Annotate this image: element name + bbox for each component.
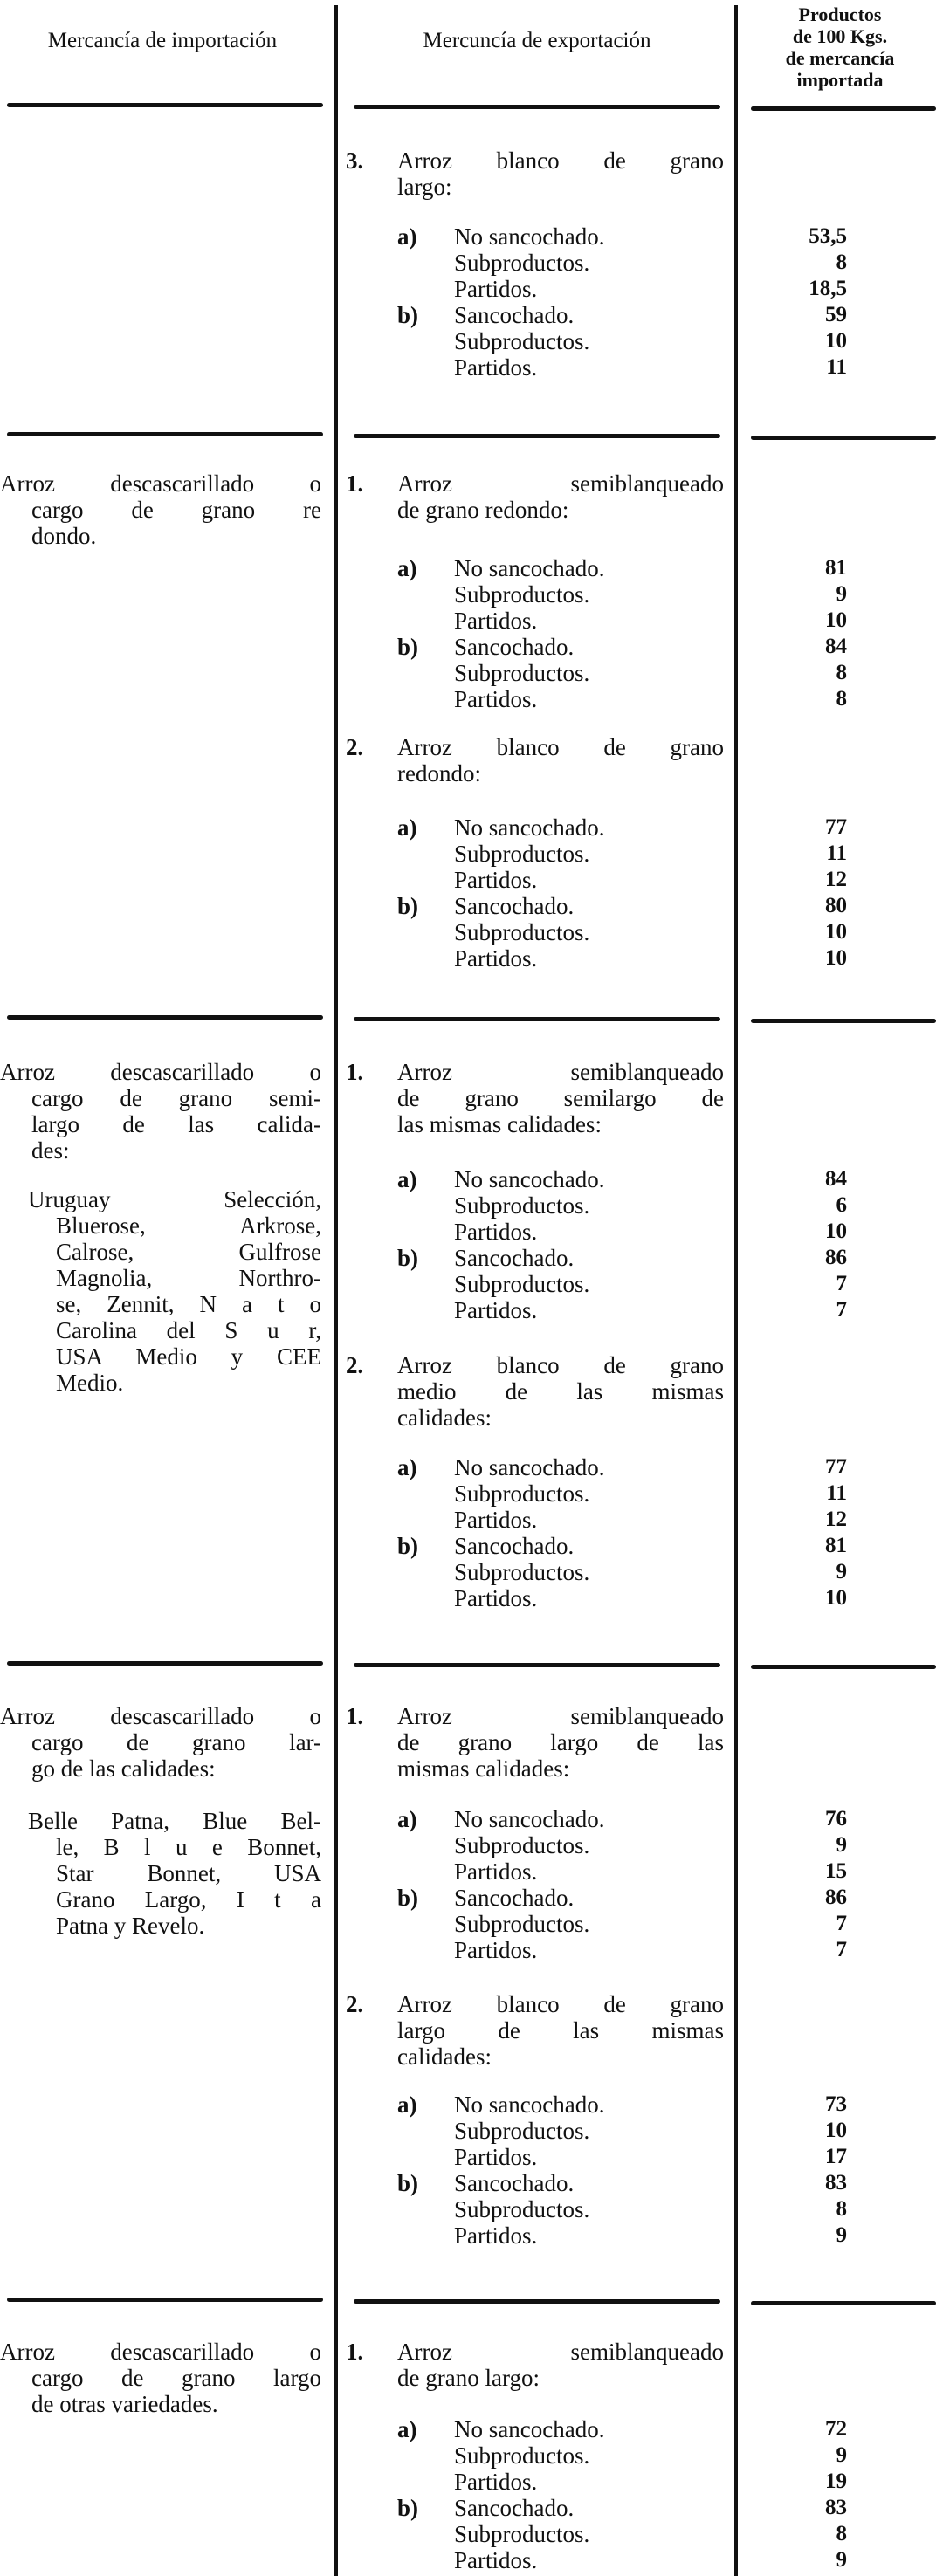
header-products-line: importada xyxy=(796,69,884,91)
section-rule-import xyxy=(7,2298,323,2302)
export-item-title-line: Arroz semiblanqueado xyxy=(397,471,724,497)
row-yield-value: 80 xyxy=(825,894,847,917)
variety-list-line: le, B l u e Bonnet, xyxy=(56,1834,321,1860)
row-yield-value: 59 xyxy=(825,303,847,326)
row-yield-value: 73 xyxy=(825,2092,847,2116)
row-product-name: Partidos. xyxy=(454,1507,538,1533)
row-product-name: Subproductos. xyxy=(454,2442,590,2469)
row-product-name: Sancochado. xyxy=(454,1885,575,1911)
row-yield-value: 72 xyxy=(825,2417,847,2441)
row-yield-value: 8 xyxy=(836,2522,847,2545)
row-product-name: Subproductos. xyxy=(454,841,590,867)
row-yield-value: 10 xyxy=(825,946,847,970)
row-product-name: Sancochado. xyxy=(454,634,575,660)
row-yield-value: 77 xyxy=(825,1455,847,1479)
header-export-column: Mercuncía de exportación xyxy=(423,29,651,52)
row-variant-label: b) xyxy=(397,2495,419,2521)
export-item-title-line: las mismas calidades: xyxy=(397,1111,602,1137)
row-product-name: Sancochado. xyxy=(454,1533,575,1559)
column-divider-import-export xyxy=(334,5,338,2576)
header-products-line: Productos xyxy=(798,3,882,25)
variety-list-line: Star Bonnet, USA xyxy=(56,1860,321,1886)
row-product-name: Partidos. xyxy=(454,2547,538,2573)
row-yield-value: 83 xyxy=(825,2171,847,2195)
export-item-number: 1. xyxy=(346,1059,364,1085)
row-product-name: Subproductos. xyxy=(454,919,590,945)
export-item-number: 2. xyxy=(346,1991,364,2017)
row-yield-value: 9 xyxy=(836,1833,847,1857)
row-product-name: No sancochado. xyxy=(454,2416,605,2442)
section-rule-import xyxy=(7,103,323,107)
row-variant-label: a) xyxy=(397,2416,417,2442)
export-item-title-line: redondo: xyxy=(397,760,481,787)
export-item-title-line: largo de las mismas xyxy=(397,2017,724,2044)
row-yield-value: 10 xyxy=(825,2119,847,2142)
row-yield-value: 12 xyxy=(825,1508,847,1531)
row-product-name: Partidos. xyxy=(454,1858,538,1885)
row-product-name: Partidos. xyxy=(454,867,538,893)
import-description-line: Arroz descascarillado o xyxy=(0,2339,321,2365)
row-variant-label: a) xyxy=(397,1806,417,1832)
export-item-title-line: calidades: xyxy=(397,2044,492,2070)
variety-list-line: Carolina del S u r, xyxy=(56,1317,321,1343)
row-variant-label: a) xyxy=(397,223,417,250)
section-rule-import xyxy=(7,432,323,436)
row-yield-value: 11 xyxy=(826,355,847,379)
variety-list-line: Belle Patna, Blue Bel- xyxy=(28,1808,321,1834)
import-description-line: Arroz descascarillado o xyxy=(0,1059,321,1085)
row-product-name: No sancochado. xyxy=(454,1166,605,1192)
section-rule-export xyxy=(354,1663,720,1667)
row-variant-label: a) xyxy=(397,2092,417,2118)
variety-list-line: se, Zennit, N a t o xyxy=(56,1291,321,1317)
row-product-name: Partidos. xyxy=(454,2222,538,2249)
export-item-number: 2. xyxy=(346,1352,364,1378)
section-rule-export xyxy=(354,105,720,109)
section-rule-products xyxy=(751,1665,936,1669)
export-item-title-line: Arroz blanco de grano xyxy=(397,734,724,760)
row-product-name: Subproductos. xyxy=(454,660,590,686)
row-yield-value: 9 xyxy=(836,2443,847,2467)
import-description-line: Arroz descascarillado o xyxy=(0,471,321,497)
export-item-title-line: de grano largo de las xyxy=(397,1729,724,1755)
export-item-title-line: Arroz blanco de grano xyxy=(397,148,724,174)
row-variant-label: b) xyxy=(397,1245,419,1271)
row-product-name: Subproductos. xyxy=(454,2118,590,2144)
row-product-name: Sancochado. xyxy=(454,2170,575,2196)
row-product-name: Partidos. xyxy=(454,2144,538,2170)
row-yield-value: 10 xyxy=(825,1219,847,1243)
export-item-title-line: de grano redondo: xyxy=(397,497,569,523)
export-item-number: 1. xyxy=(346,1703,364,1729)
export-item-title-line: Arroz blanco de grano xyxy=(397,1991,724,2017)
export-item-title-line: calidades: xyxy=(397,1405,492,1431)
row-variant-label: a) xyxy=(397,814,417,841)
section-rule-export xyxy=(354,1017,720,1021)
row-product-name: Partidos. xyxy=(454,354,538,381)
row-variant-label: a) xyxy=(397,1166,417,1192)
row-product-name: Sancochado. xyxy=(454,1245,575,1271)
row-yield-value: 7 xyxy=(836,1938,847,1961)
column-divider-export-products xyxy=(734,5,738,2576)
row-product-name: Subproductos. xyxy=(454,2196,590,2222)
import-description-line: Arroz descascarillado o xyxy=(0,1703,321,1729)
variety-list-line: Uruguay Selección, xyxy=(28,1186,321,1212)
row-yield-value: 83 xyxy=(825,2496,847,2519)
import-description-line: largo de las calida- xyxy=(31,1111,321,1137)
row-product-name: Subproductos. xyxy=(454,1559,590,1585)
row-yield-value: 84 xyxy=(825,635,847,658)
row-yield-value: 7 xyxy=(836,1912,847,1935)
row-product-name: Subproductos. xyxy=(454,1271,590,1297)
row-yield-value: 17 xyxy=(825,2145,847,2168)
row-yield-value: 81 xyxy=(825,556,847,580)
import-description-line: dondo. xyxy=(31,523,97,549)
export-item-title-line: Arroz semiblanqueado xyxy=(397,1059,724,1085)
import-description-line: cargo de grano re xyxy=(31,497,321,523)
section-rule-products xyxy=(751,106,936,111)
row-yield-value: 53,5 xyxy=(809,224,847,248)
row-product-name: No sancochado. xyxy=(454,555,605,581)
section-rule-export xyxy=(354,434,720,438)
variety-list-line: Magnolia, Northro- xyxy=(56,1265,321,1291)
row-product-name: No sancochado. xyxy=(454,223,605,250)
variety-list-line: Patna y Revelo. xyxy=(56,1913,205,1939)
row-yield-value: 6 xyxy=(836,1193,847,1217)
export-item-title-line: de grano semilargo de xyxy=(397,1085,724,1111)
export-item-title-line: de grano largo: xyxy=(397,2365,540,2391)
row-product-name: No sancochado. xyxy=(454,814,605,841)
row-yield-value: 10 xyxy=(825,608,847,632)
export-item-title-line: Arroz semiblanqueado xyxy=(397,2339,724,2365)
row-yield-value: 9 xyxy=(836,2548,847,2572)
row-yield-value: 11 xyxy=(826,841,847,865)
row-product-name: Partidos. xyxy=(454,945,538,972)
row-variant-label: b) xyxy=(397,1533,419,1559)
import-description-line: cargo de grano semi- xyxy=(31,1085,321,1111)
row-yield-value: 19 xyxy=(825,2470,847,2493)
import-description-line: des: xyxy=(31,1137,70,1164)
section-rule-import xyxy=(7,1015,323,1020)
row-yield-value: 9 xyxy=(836,1560,847,1583)
export-item-number: 2. xyxy=(346,734,364,760)
row-yield-value: 11 xyxy=(826,1481,847,1505)
row-product-name: Partidos. xyxy=(454,1937,538,1963)
row-product-name: Subproductos. xyxy=(454,581,590,608)
header-products-line: de 100 Kgs. xyxy=(792,25,888,47)
export-item-number: 1. xyxy=(346,471,364,497)
row-product-name: Subproductos. xyxy=(454,328,590,354)
variety-list-line: Calrose, Gulfrose xyxy=(56,1239,321,1265)
row-product-name: Partidos. xyxy=(454,1219,538,1245)
row-product-name: Subproductos. xyxy=(454,1480,590,1507)
import-description-line: cargo de grano largo xyxy=(31,2365,321,2391)
row-product-name: Sancochado. xyxy=(454,893,575,919)
variety-list-line: USA Medio y CEE xyxy=(56,1343,321,1370)
row-yield-value: 9 xyxy=(836,2223,847,2247)
row-product-name: Partidos. xyxy=(454,2469,538,2495)
row-product-name: Sancochado. xyxy=(454,302,575,328)
row-variant-label: b) xyxy=(397,893,419,919)
row-yield-value: 10 xyxy=(825,1586,847,1610)
row-product-name: Partidos. xyxy=(454,1297,538,1323)
export-item-title-line: largo: xyxy=(397,174,452,200)
export-item-title-line: Arroz semiblanqueado xyxy=(397,1703,724,1729)
row-product-name: Sancochado. xyxy=(454,2495,575,2521)
export-item-title-line: mismas calidades: xyxy=(397,1755,570,1782)
row-product-name: Subproductos. xyxy=(454,250,590,276)
row-yield-value: 12 xyxy=(825,868,847,891)
row-yield-value: 86 xyxy=(825,1246,847,1269)
variety-list-line: Bluerose, Arkrose, xyxy=(56,1212,321,1239)
row-yield-value: 8 xyxy=(836,2197,847,2221)
row-yield-value: 76 xyxy=(825,1807,847,1831)
row-yield-value: 8 xyxy=(836,687,847,711)
row-yield-value: 8 xyxy=(836,661,847,684)
row-yield-value: 10 xyxy=(825,920,847,944)
section-rule-products xyxy=(751,436,936,440)
export-item-number: 1. xyxy=(346,2339,364,2365)
row-product-name: No sancochado. xyxy=(454,2092,605,2118)
import-description-line: cargo de grano lar- xyxy=(31,1729,321,1755)
import-description-line: de otras variedades. xyxy=(31,2391,218,2417)
row-yield-value: 77 xyxy=(825,815,847,839)
header-products-line: de mercancía xyxy=(785,47,895,69)
row-product-name: Partidos. xyxy=(454,686,538,712)
variety-list-line: Grano Largo, I t a xyxy=(56,1886,321,1913)
export-item-number: 3. xyxy=(346,148,364,174)
row-variant-label: b) xyxy=(397,634,419,660)
header-import-column: Mercancía de importación xyxy=(47,29,278,52)
export-item-title-line: medio de las mismas xyxy=(397,1378,724,1405)
row-yield-value: 86 xyxy=(825,1886,847,1909)
section-rule-products xyxy=(751,2301,936,2305)
row-product-name: Partidos. xyxy=(454,276,538,302)
row-yield-value: 18,5 xyxy=(809,277,847,300)
import-description-line: go de las calidades: xyxy=(31,1755,216,1782)
row-variant-label: b) xyxy=(397,2170,419,2196)
variety-list-line: Medio. xyxy=(56,1370,124,1396)
export-item-title-line: Arroz blanco de grano xyxy=(397,1352,724,1378)
row-product-name: Partidos. xyxy=(454,1585,538,1611)
row-yield-value: 8 xyxy=(836,251,847,274)
row-variant-label: b) xyxy=(397,302,419,328)
row-product-name: Subproductos. xyxy=(454,1832,590,1858)
row-product-name: Subproductos. xyxy=(454,1911,590,1937)
row-yield-value: 10 xyxy=(825,329,847,353)
row-product-name: Subproductos. xyxy=(454,2521,590,2547)
row-yield-value: 84 xyxy=(825,1167,847,1191)
row-variant-label: a) xyxy=(397,1454,417,1480)
row-variant-label: b) xyxy=(397,1885,419,1911)
header-products-column xyxy=(744,3,936,91)
row-product-name: Subproductos. xyxy=(454,1192,590,1219)
row-variant-label: a) xyxy=(397,555,417,581)
section-rule-import xyxy=(7,1661,323,1666)
section-rule-export xyxy=(354,2299,720,2304)
row-yield-value: 81 xyxy=(825,1534,847,1557)
row-yield-value: 7 xyxy=(836,1298,847,1322)
row-product-name: No sancochado. xyxy=(454,1806,605,1832)
row-product-name: Partidos. xyxy=(454,608,538,634)
row-yield-value: 7 xyxy=(836,1272,847,1295)
row-product-name: No sancochado. xyxy=(454,1454,605,1480)
section-rule-products xyxy=(751,1019,936,1023)
row-yield-value: 15 xyxy=(825,1859,847,1883)
row-yield-value: 9 xyxy=(836,582,847,606)
